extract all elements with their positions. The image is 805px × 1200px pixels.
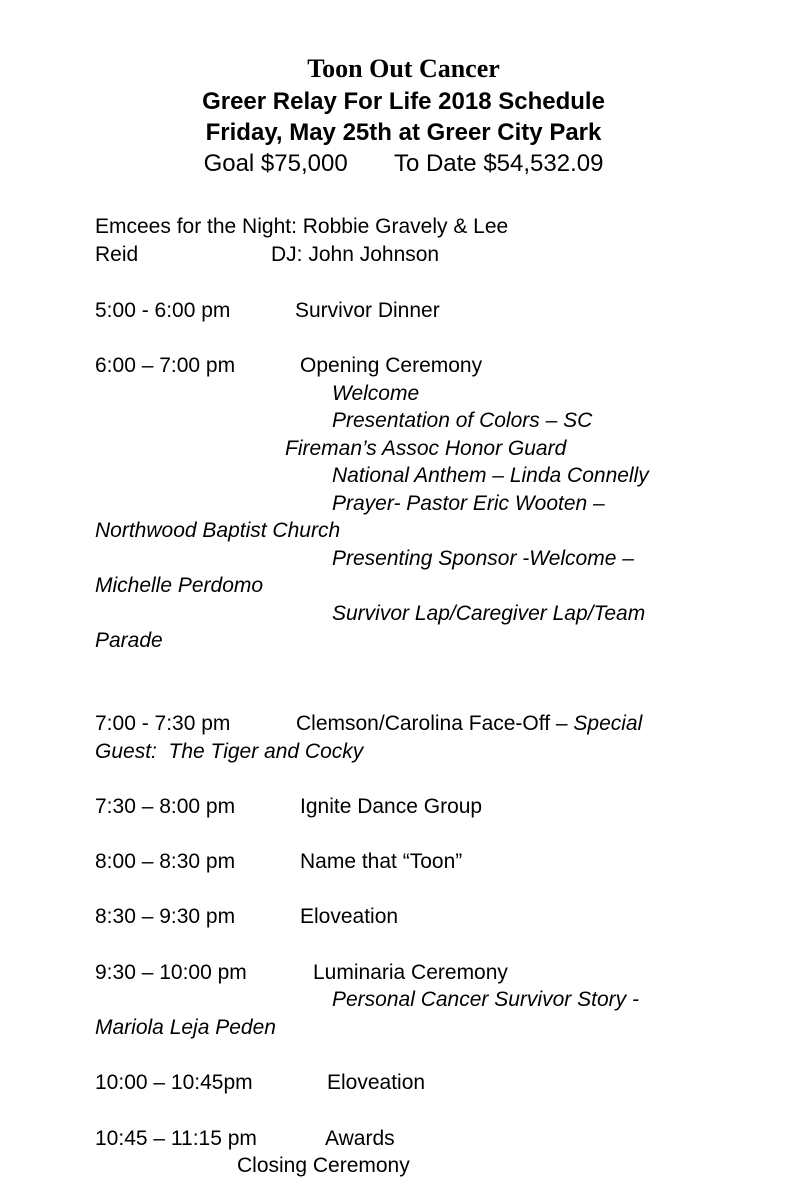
event-detail: Survivor Lap/Caregiver Lap/Team bbox=[332, 602, 646, 625]
event-name: Eloveation bbox=[327, 1071, 426, 1094]
time-slot: 8:30 – 9:30 pm bbox=[95, 905, 236, 928]
event-name: Ignite Dance Group bbox=[300, 795, 483, 818]
to-date-amount: To Date $54,532.09 bbox=[393, 150, 604, 177]
event-name: Name that “Toon” bbox=[300, 850, 463, 873]
event-detail: National Anthem – Linda Connelly bbox=[332, 464, 649, 487]
fundraising-line bbox=[2, 148, 805, 179]
event-detail: Closing Ceremony bbox=[237, 1154, 410, 1177]
time-slot: 8:00 – 8:30 pm bbox=[95, 850, 236, 873]
emcees-line: Emcees for the Night: Robbie Gravely & Lee bbox=[95, 215, 509, 238]
time-slot: 6:00 – 7:00 pm bbox=[95, 354, 236, 377]
schedule-row bbox=[95, 297, 440, 325]
schedule-row bbox=[95, 959, 508, 987]
event-name: Opening Ceremony bbox=[300, 354, 483, 377]
time-slot: 5:00 - 6:00 pm bbox=[95, 299, 231, 322]
event-detail: Personal Cancer Survivor Story - bbox=[332, 988, 639, 1011]
event-title: Toon Out Cancer bbox=[307, 54, 500, 83]
time-slot: 7:00 - 7:30 pm bbox=[95, 712, 231, 735]
event-detail: Presenting Sponsor -Welcome – bbox=[332, 547, 634, 570]
dj-name: DJ: John Johnson bbox=[271, 243, 440, 266]
schedule-row bbox=[95, 903, 399, 931]
event-name: Clemson/Carolina Face-Off – Special bbox=[296, 712, 643, 735]
time-slot: 9:30 – 10:00 pm bbox=[95, 961, 247, 984]
event-name: Luminaria Ceremony bbox=[313, 961, 508, 984]
event-detail: Parade bbox=[95, 629, 163, 652]
event-detail: Prayer- Pastor Eric Wooten – bbox=[332, 492, 605, 515]
schedule-row bbox=[95, 1125, 395, 1153]
event-name: Eloveation bbox=[300, 905, 399, 928]
event-detail: Northwood Baptist Church bbox=[95, 519, 341, 542]
event-detail: Fireman’s Assoc Honor Guard bbox=[285, 437, 567, 460]
emcee-name-continued: Reid bbox=[95, 243, 139, 266]
schedule-row bbox=[95, 793, 483, 821]
schedule-title: Greer Relay For Life 2018 Schedule bbox=[202, 88, 605, 115]
event-detail: Mariola Leja Peden bbox=[95, 1016, 276, 1039]
schedule-row bbox=[95, 848, 463, 876]
time-slot: 10:45 – 11:15 pm bbox=[95, 1127, 257, 1150]
event-name: Survivor Dinner bbox=[295, 299, 440, 322]
time-slot: 10:00 – 10:45pm bbox=[95, 1071, 253, 1094]
emcees-line-2 bbox=[95, 241, 440, 269]
event-detail: Presentation of Colors – SC bbox=[332, 409, 593, 432]
event-detail: Welcome bbox=[332, 382, 420, 405]
schedule-row bbox=[95, 352, 483, 380]
date-location: Friday, May 25th at Greer City Park bbox=[205, 119, 602, 146]
event-detail: Guest: The Tiger and Cocky bbox=[95, 740, 364, 763]
schedule-row bbox=[95, 1069, 426, 1097]
event-name: Awards bbox=[325, 1127, 395, 1150]
goal-amount: Goal $75,000 bbox=[203, 150, 348, 177]
time-slot: 7:30 – 8:00 pm bbox=[95, 795, 236, 818]
schedule-row bbox=[95, 710, 643, 738]
event-detail: Michelle Perdomo bbox=[95, 574, 264, 597]
document-header bbox=[0, 52, 805, 179]
